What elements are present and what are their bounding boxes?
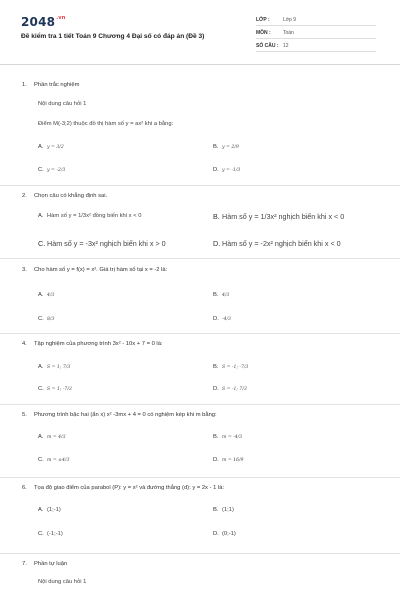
question-2-option-c[interactable]: C. Hàm số y = -3x² nghịch biến khi x > 0 bbox=[38, 239, 166, 248]
meta-panel bbox=[256, 14, 376, 53]
question-divider bbox=[0, 258, 400, 259]
site-logo[interactable]: $2048^{.vn}$ bbox=[21, 15, 66, 29]
question-3-option-b[interactable]: B. 4/3 bbox=[213, 292, 230, 298]
question-1-option-c[interactable]: C. y = -2/3 bbox=[38, 167, 66, 173]
document-title: Đề kiểm tra 1 tiết Toán 9 Chương 4 Đại số có đáp án (Đề 3) bbox=[21, 33, 205, 40]
question-4-title: 4. Tập nghiệm của phương trình 3x² - 10x + 7 = 0 là: bbox=[22, 341, 163, 347]
question-5-option-c[interactable]: C. m = ±4/3 bbox=[38, 457, 70, 463]
question-4-option-c[interactable]: C. S = 1; -7/3 bbox=[38, 386, 72, 392]
question-5-option-b[interactable]: B. m = -4/3 bbox=[213, 434, 243, 440]
question-4-option-b[interactable]: B. S = -1; -7/3 bbox=[213, 364, 249, 370]
question-1-option-b[interactable]: B. y = 2/9 bbox=[213, 144, 239, 150]
question-5-option-a[interactable]: A. m = 4/3 bbox=[38, 434, 66, 440]
question-4-option-d[interactable]: D. S = -1; 7/3 bbox=[213, 386, 247, 392]
meta-class: LỚP : Lớp 9 bbox=[256, 14, 376, 26]
question-2-option-b[interactable]: B. Hàm số y = 1/3x² nghịch biến khi x < 0 bbox=[213, 212, 345, 221]
question-6-option-b[interactable]: B. (1;1) bbox=[213, 507, 234, 513]
question-3-title: 3. Cho hàm số y = f(x) = x². Giá trị hàm số tại x = -2 là: bbox=[22, 267, 168, 273]
question-2-title: 2. Chọn câu có khẳng định sai. bbox=[22, 193, 108, 199]
question-6-title: 6. Tọa độ giao điểm của parabol (P): y = x² và đường thẳng (d): y = 2x - 1 là: bbox=[22, 485, 225, 491]
question-divider bbox=[0, 333, 400, 334]
question-3-option-c[interactable]: C. 8/3 bbox=[38, 316, 55, 322]
question-divider bbox=[0, 404, 400, 405]
question-6-option-a[interactable]: A. (1;-1) bbox=[38, 507, 61, 513]
question-5-title: 5. Phương trình bậc hai (ẩn x) x² -3mx + 4 = 0 có nghiệm kép khi m bằng: bbox=[22, 412, 217, 418]
meta-subject: MÔN : Toán bbox=[256, 27, 376, 39]
question-6-option-d[interactable]: D. (0;-1) bbox=[213, 531, 236, 537]
question-5-option-d[interactable]: D. m = 16/9 bbox=[213, 457, 244, 463]
question-4-option-a[interactable]: A. S = 1; 7/3 bbox=[38, 364, 71, 370]
question-3-option-a[interactable]: A. 4/3 bbox=[38, 292, 55, 298]
meta-question-count: SỐ CÂU : 12 bbox=[256, 40, 376, 52]
question-divider bbox=[0, 553, 400, 554]
question-3-option-d[interactable]: D. -4/3 bbox=[213, 316, 231, 322]
question-6-option-c[interactable]: C. (-1;-1) bbox=[38, 531, 63, 537]
question-1-subtitle: Nội dung câu hỏi 1 bbox=[38, 101, 87, 107]
question-7-subtitle: Nội dung câu hỏi 1 bbox=[38, 579, 87, 585]
question-divider bbox=[0, 185, 400, 186]
question-divider bbox=[0, 477, 400, 478]
question-1-option-d[interactable]: D. y = -1/3 bbox=[213, 167, 241, 173]
question-7-title: 7. Phần tự luận bbox=[22, 561, 68, 567]
question-2-option-a[interactable]: A. Hàm số y = 1/3x² đồng biến khi x < 0 bbox=[38, 213, 142, 219]
question-1-stem: Điểm M(-3;2) thuộc đồ thị hàm số y = ax² khi a bằng: bbox=[38, 121, 174, 127]
question-2-option-d[interactable]: D. Hàm số y = -2x² nghịch biến khi x < 0 bbox=[213, 239, 341, 248]
question-1-title: 1. Phần trắc nghiệm bbox=[22, 82, 80, 88]
header-divider bbox=[0, 64, 400, 65]
question-1-option-a[interactable]: A. y = 3/2 bbox=[38, 144, 64, 150]
